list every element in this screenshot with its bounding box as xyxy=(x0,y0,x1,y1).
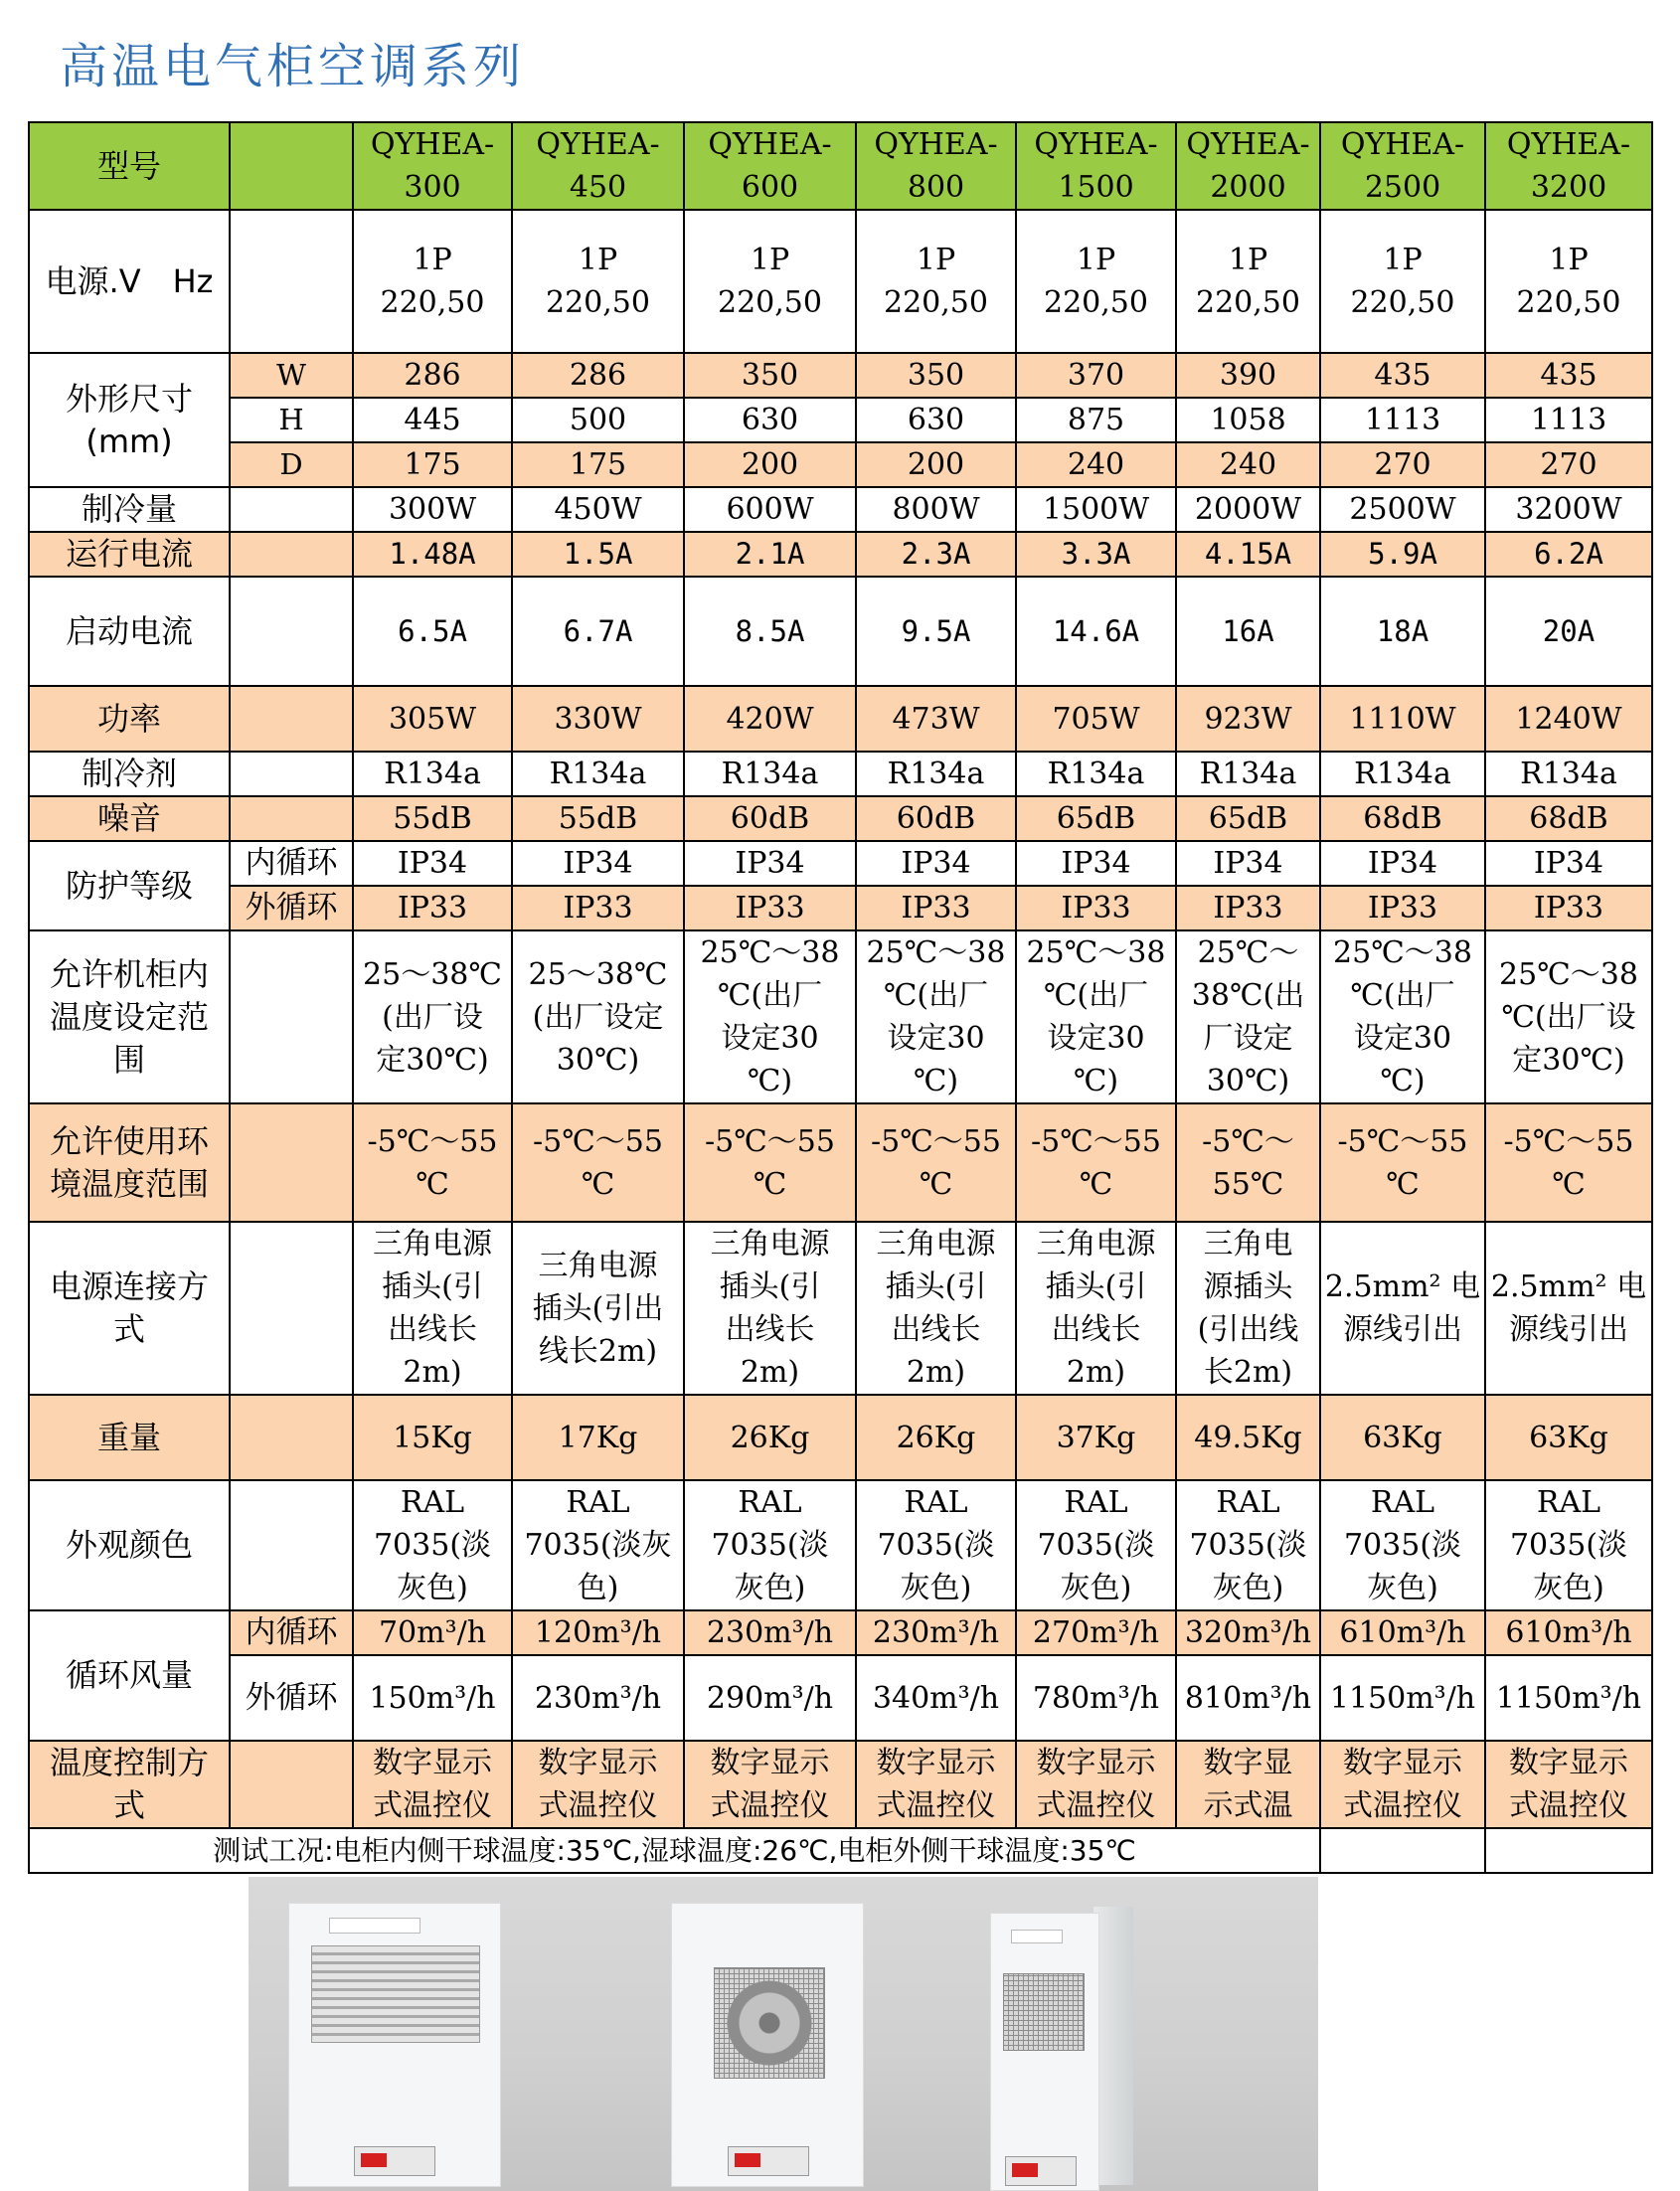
value-cell: 60dB xyxy=(684,796,856,841)
model-header: QYHEA- 300 xyxy=(353,122,512,210)
sub-label-blank xyxy=(230,1741,353,1828)
value-cell: 6.2A xyxy=(1485,532,1652,577)
sub-label-blank xyxy=(230,1103,353,1222)
value-cell: 230m³/h xyxy=(856,1610,1016,1655)
value-cell: 875 xyxy=(1016,398,1176,442)
row-label: 防护等级 xyxy=(29,841,230,930)
value-cell: R134a xyxy=(1176,752,1320,796)
row-power_w xyxy=(29,686,1652,752)
value-cell: 800W xyxy=(856,487,1016,532)
value-cell: 175 xyxy=(512,442,684,487)
value-cell: 数字显 示式温 xyxy=(1176,1741,1320,1828)
model-header: QYHEA- 800 xyxy=(856,122,1016,210)
value-cell: 240 xyxy=(1016,442,1176,487)
row-label: 启动电流 xyxy=(29,577,230,686)
value-cell: IP34 xyxy=(1485,841,1652,886)
fan-icon xyxy=(727,1980,812,2066)
value-cell: 2000W xyxy=(1176,487,1320,532)
page-title: 高温电气柜空调系列 xyxy=(60,39,526,94)
row-label: 重量 xyxy=(29,1395,230,1480)
value-cell: 350 xyxy=(856,353,1016,398)
value-cell: 37Kg xyxy=(1016,1395,1176,1480)
row-label: 型号 xyxy=(29,122,230,210)
value-cell: 9.5A xyxy=(856,577,1016,686)
sub-label: H xyxy=(230,398,353,442)
value-cell: IP33 xyxy=(512,886,684,930)
value-cell: 2.5mm² 电 源线引出 xyxy=(1320,1222,1485,1395)
sub-label-blank xyxy=(230,1480,353,1610)
row-cooling xyxy=(29,487,1652,532)
value-cell: 数字显示 式温控仪 xyxy=(1320,1741,1485,1828)
product-photo xyxy=(249,1877,1318,2191)
value-cell: -5℃～ 55℃ xyxy=(1176,1103,1320,1222)
row-airflow-inner xyxy=(29,1610,1652,1655)
value-cell: 20A xyxy=(1485,577,1652,686)
value-cell: 420W xyxy=(684,686,856,752)
value-cell: 1P 220,50 xyxy=(684,210,856,353)
spec-table xyxy=(28,121,1653,1874)
row-connection xyxy=(29,1222,1652,1395)
sub-label-blank xyxy=(230,577,353,686)
row-size-w xyxy=(29,353,1652,398)
value-cell: 1500W xyxy=(1016,487,1176,532)
value-cell: 630 xyxy=(684,398,856,442)
row-label: 允许使用环 境温度范围 xyxy=(29,1103,230,1222)
row-label: 电源连接方 式 xyxy=(29,1222,230,1395)
value-cell: IP34 xyxy=(856,841,1016,886)
value-cell: R134a xyxy=(353,752,512,796)
row-protection-inner xyxy=(29,841,1652,886)
value-cell: 270 xyxy=(1320,442,1485,487)
sub-label-blank xyxy=(230,122,353,210)
value-cell: IP34 xyxy=(1176,841,1320,886)
row-power xyxy=(29,210,1652,353)
value-cell: 1P 220,50 xyxy=(512,210,684,353)
value-cell: 175 xyxy=(353,442,512,487)
value-cell: 25℃～38 ℃(出厂 设定30 ℃) xyxy=(1320,930,1485,1103)
value-cell: 435 xyxy=(1320,353,1485,398)
value-cell: -5℃～55 ℃ xyxy=(512,1103,684,1222)
value-cell: R134a xyxy=(684,752,856,796)
value-cell: 数字显示 式温控仪 xyxy=(512,1741,684,1828)
value-cell: 230m³/h xyxy=(512,1655,684,1741)
sub-label-blank xyxy=(230,686,353,752)
value-cell: 15Kg xyxy=(353,1395,512,1480)
row-control xyxy=(29,1741,1652,1828)
row-color xyxy=(29,1480,1652,1610)
value-cell: IP33 xyxy=(1485,886,1652,930)
value-cell: 350 xyxy=(684,353,856,398)
value-cell: -5℃～55 ℃ xyxy=(1016,1103,1176,1222)
value-cell: 290m³/h xyxy=(684,1655,856,1741)
value-cell: -5℃～55 ℃ xyxy=(353,1103,512,1222)
value-cell: 1P 220,50 xyxy=(856,210,1016,353)
row-label: 制冷剂 xyxy=(29,752,230,796)
value-cell: 473W xyxy=(856,686,1016,752)
row-label: 允许机柜内 温度设定范 围 xyxy=(29,930,230,1103)
nameplate xyxy=(1011,1930,1063,1943)
value-cell: 2.5mm² 电 源线引出 xyxy=(1485,1222,1652,1395)
value-cell: 4.15A xyxy=(1176,532,1320,577)
sub-label-blank xyxy=(230,487,353,532)
sub-label: D xyxy=(230,442,353,487)
row-label: 循环风量 xyxy=(29,1610,230,1741)
control-panel xyxy=(1005,2156,1077,2186)
row-label: 外观颜色 xyxy=(29,1480,230,1610)
grille-mesh xyxy=(1003,1973,1085,2051)
value-cell: -5℃～55 ℃ xyxy=(684,1103,856,1222)
value-cell: 445 xyxy=(353,398,512,442)
row-label: 噪音 xyxy=(29,796,230,841)
value-cell: IP33 xyxy=(1320,886,1485,930)
value-cell: 三角电源 插头(引出 线长2m) xyxy=(512,1222,684,1395)
value-cell: 340m³/h xyxy=(856,1655,1016,1741)
sub-label: 内循环 xyxy=(230,841,353,886)
value-cell: 70m³/h xyxy=(353,1610,512,1655)
value-cell: 三角电源 插头(引 出线长 2m) xyxy=(856,1222,1016,1395)
value-cell: 25℃～38 ℃(出厂 设定30 ℃) xyxy=(1016,930,1176,1103)
row-airflow-outer xyxy=(29,1655,1652,1741)
value-cell: 120m³/h xyxy=(512,1610,684,1655)
value-cell: 60dB xyxy=(856,796,1016,841)
sub-label: 外循环 xyxy=(230,1655,353,1741)
value-cell: 14.6A xyxy=(1016,577,1176,686)
value-cell: 1P 220,50 xyxy=(1485,210,1652,353)
value-cell: RAL 7035(淡 灰色) xyxy=(1016,1480,1176,1610)
value-cell: 数字显示 式温控仪 xyxy=(1485,1741,1652,1828)
value-cell: 1.48A xyxy=(353,532,512,577)
row-size-d xyxy=(29,442,1652,487)
sub-label-blank xyxy=(230,930,353,1103)
value-cell: 450W xyxy=(512,487,684,532)
value-cell: 数字显示 式温控仪 xyxy=(353,1741,512,1828)
value-cell: 三角电源 插头(引 出线长 2m) xyxy=(684,1222,856,1395)
row-protection-outer xyxy=(29,886,1652,930)
value-cell: IP34 xyxy=(1320,841,1485,886)
value-cell: R134a xyxy=(512,752,684,796)
row-label: 外形尺寸 (mm) xyxy=(29,353,230,487)
value-cell: IP33 xyxy=(1176,886,1320,930)
control-panel xyxy=(354,2146,435,2176)
value-cell: 600W xyxy=(684,487,856,532)
value-cell: 17Kg xyxy=(512,1395,684,1480)
value-cell: RAL 7035(淡 灰色) xyxy=(684,1480,856,1610)
value-cell: 810m³/h xyxy=(1176,1655,1320,1741)
value-cell: 1P 220,50 xyxy=(1016,210,1176,353)
value-cell: 435 xyxy=(1485,353,1652,398)
value-cell: IP33 xyxy=(856,886,1016,930)
note-blank xyxy=(1320,1828,1485,1873)
value-cell: R134a xyxy=(1016,752,1176,796)
sub-label-blank xyxy=(230,796,353,841)
value-cell: 8.5A xyxy=(684,577,856,686)
value-cell: 923W xyxy=(1176,686,1320,752)
value-cell: 705W xyxy=(1016,686,1176,752)
sub-label-blank xyxy=(230,752,353,796)
value-cell: 3200W xyxy=(1485,487,1652,532)
value-cell: IP33 xyxy=(1016,886,1176,930)
value-cell: 1240W xyxy=(1485,686,1652,752)
row-weight xyxy=(29,1395,1652,1480)
value-cell: 6.5A xyxy=(353,577,512,686)
value-cell: 26Kg xyxy=(684,1395,856,1480)
row-label: 运行电流 xyxy=(29,532,230,577)
value-cell: 68dB xyxy=(1320,796,1485,841)
value-cell: 270m³/h xyxy=(1016,1610,1176,1655)
value-cell: 630 xyxy=(856,398,1016,442)
value-cell: IP33 xyxy=(353,886,512,930)
value-cell: 200 xyxy=(856,442,1016,487)
value-cell: 25℃～38 ℃(出厂 设定30 ℃) xyxy=(684,930,856,1103)
row-note xyxy=(29,1828,1652,1873)
value-cell: 286 xyxy=(512,353,684,398)
value-cell: 65dB xyxy=(1016,796,1176,841)
value-cell: 2.3A xyxy=(856,532,1016,577)
unit-front-fan xyxy=(671,1903,864,2187)
value-cell: 390 xyxy=(1176,353,1320,398)
value-cell: IP34 xyxy=(684,841,856,886)
value-cell: R134a xyxy=(1320,752,1485,796)
value-cell: 610m³/h xyxy=(1320,1610,1485,1655)
row-label: 电源.V Hz xyxy=(29,210,230,353)
value-cell: -5℃～55 ℃ xyxy=(1485,1103,1652,1222)
model-header: QYHEA- 2000 xyxy=(1176,122,1320,210)
value-cell: IP34 xyxy=(1016,841,1176,886)
sub-label-blank xyxy=(230,1222,353,1395)
value-cell: RAL 7035(淡 灰色) xyxy=(1176,1480,1320,1610)
value-cell: 780m³/h xyxy=(1016,1655,1176,1741)
row-cabinet_temp xyxy=(29,930,1652,1103)
note-blank xyxy=(1485,1828,1652,1873)
value-cell: 25℃～38 ℃(出厂设 定30℃) xyxy=(1485,930,1652,1103)
value-cell: 三角电源 插头(引 出线长 2m) xyxy=(1016,1222,1176,1395)
value-cell: 25～38℃ (出厂设 定30℃) xyxy=(353,930,512,1103)
value-cell: 610m³/h xyxy=(1485,1610,1652,1655)
value-cell: R134a xyxy=(1485,752,1652,796)
row-label: 温度控制方 式 xyxy=(29,1741,230,1828)
value-cell: 1150m³/h xyxy=(1485,1655,1652,1741)
value-cell: 1P 220,50 xyxy=(353,210,512,353)
value-cell: 三角电源 插头(引 出线长 2m) xyxy=(353,1222,512,1395)
value-cell: 1058 xyxy=(1176,398,1320,442)
row-noise xyxy=(29,796,1652,841)
value-cell: 500 xyxy=(512,398,684,442)
value-cell: 150m³/h xyxy=(353,1655,512,1741)
value-cell: 25℃～38 ℃(出厂 设定30 ℃) xyxy=(856,930,1016,1103)
row-label: 功率 xyxy=(29,686,230,752)
value-cell: 1.5A xyxy=(512,532,684,577)
value-cell: 55dB xyxy=(512,796,684,841)
value-cell: 6.7A xyxy=(512,577,684,686)
value-cell: 320m³/h xyxy=(1176,1610,1320,1655)
value-cell: 1113 xyxy=(1485,398,1652,442)
value-cell: 230m³/h xyxy=(684,1610,856,1655)
value-cell: 25～38℃ (出厂设定 30℃) xyxy=(512,930,684,1103)
row-ambient_temp xyxy=(29,1103,1652,1222)
value-cell: 2500W xyxy=(1320,487,1485,532)
value-cell: IP33 xyxy=(684,886,856,930)
test-condition-note: 测试工况:电柜内侧干球温度:35℃,湿球温度:26℃,电柜外侧干球温度:35℃ xyxy=(29,1828,1320,1873)
value-cell: -5℃～55 ℃ xyxy=(1320,1103,1485,1222)
value-cell: RAL 7035(淡灰 色) xyxy=(512,1480,684,1610)
value-cell: 1150m³/h xyxy=(1320,1655,1485,1741)
row-run_current xyxy=(29,532,1652,577)
model-header: QYHEA- 2500 xyxy=(1320,122,1485,210)
value-cell: 18A xyxy=(1320,577,1485,686)
value-cell: 286 xyxy=(353,353,512,398)
model-header: QYHEA- 1500 xyxy=(1016,122,1176,210)
sub-label-blank xyxy=(230,532,353,577)
value-cell: -5℃～55 ℃ xyxy=(856,1103,1016,1222)
value-cell: 300W xyxy=(353,487,512,532)
value-cell: R134a xyxy=(856,752,1016,796)
nameplate xyxy=(329,1918,420,1934)
value-cell: 三角电 源插头 (引出线 长2m) xyxy=(1176,1222,1320,1395)
value-cell: 1113 xyxy=(1320,398,1485,442)
value-cell: 63Kg xyxy=(1485,1395,1652,1480)
row-refrigerant xyxy=(29,752,1652,796)
value-cell: 1P 220,50 xyxy=(1176,210,1320,353)
value-cell: RAL 7035(淡 灰色) xyxy=(1485,1480,1652,1610)
value-cell: 370 xyxy=(1016,353,1176,398)
value-cell: 240 xyxy=(1176,442,1320,487)
value-cell: 65dB xyxy=(1176,796,1320,841)
value-cell: 2.1A xyxy=(684,532,856,577)
row-model xyxy=(29,122,1652,210)
sub-label: 外循环 xyxy=(230,886,353,930)
model-header: QYHEA- 600 xyxy=(684,122,856,210)
value-cell: 3.3A xyxy=(1016,532,1176,577)
value-cell: 49.5Kg xyxy=(1176,1395,1320,1480)
value-cell: 63Kg xyxy=(1320,1395,1485,1480)
value-cell: RAL 7035(淡 灰色) xyxy=(353,1480,512,1610)
unit-side-view xyxy=(990,1913,1099,2191)
unit-side xyxy=(1093,1907,1133,2185)
model-header: QYHEA- 450 xyxy=(512,122,684,210)
value-cell: 5.9A xyxy=(1320,532,1485,577)
value-cell: IP34 xyxy=(512,841,684,886)
value-cell: 数字显示 式温控仪 xyxy=(684,1741,856,1828)
value-cell: 数字显示 式温控仪 xyxy=(856,1741,1016,1828)
value-cell: 1P 220,50 xyxy=(1320,210,1485,353)
sub-label: 内循环 xyxy=(230,1610,353,1655)
value-cell: 305W xyxy=(353,686,512,752)
model-header: QYHEA- 3200 xyxy=(1485,122,1652,210)
grille-vent xyxy=(311,1945,480,2043)
value-cell: 55dB xyxy=(353,796,512,841)
row-label: 制冷量 xyxy=(29,487,230,532)
sub-label: W xyxy=(230,353,353,398)
value-cell: 16A xyxy=(1176,577,1320,686)
value-cell: 数字显示 式温控仪 xyxy=(1016,1741,1176,1828)
value-cell: RAL 7035(淡 灰色) xyxy=(1320,1480,1485,1610)
sub-label-blank xyxy=(230,210,353,353)
value-cell: 68dB xyxy=(1485,796,1652,841)
value-cell: 270 xyxy=(1485,442,1652,487)
value-cell: IP34 xyxy=(353,841,512,886)
value-cell: 200 xyxy=(684,442,856,487)
value-cell: 26Kg xyxy=(856,1395,1016,1480)
row-size-h xyxy=(29,398,1652,442)
row-start_current xyxy=(29,577,1652,686)
value-cell: 1110W xyxy=(1320,686,1485,752)
sub-label-blank xyxy=(230,1395,353,1480)
unit-front-grille xyxy=(288,1903,501,2187)
value-cell: 25℃～ 38℃(出 厂设定 30℃) xyxy=(1176,930,1320,1103)
value-cell: RAL 7035(淡 灰色) xyxy=(856,1480,1016,1610)
control-panel xyxy=(728,2146,809,2176)
value-cell: 330W xyxy=(512,686,684,752)
